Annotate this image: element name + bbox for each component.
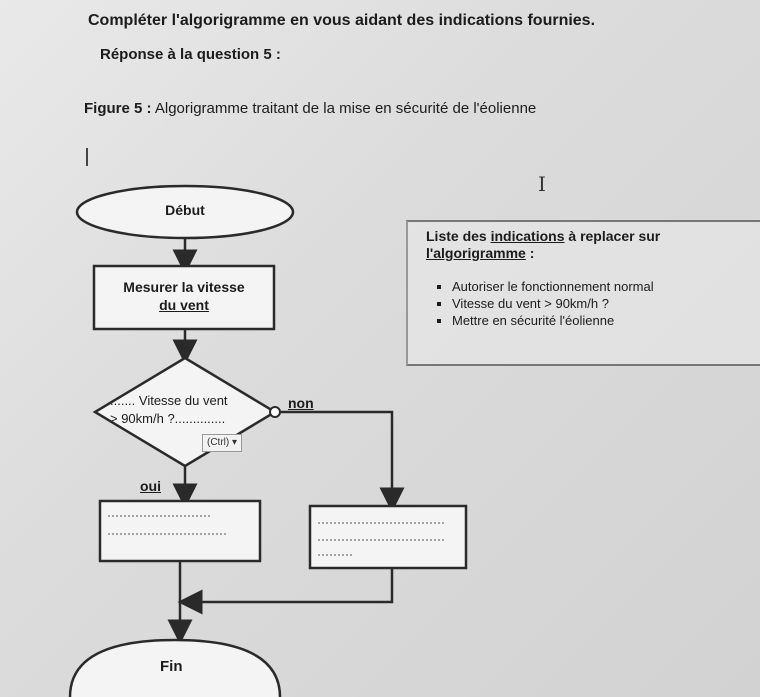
text-cursor-icon: I <box>538 172 546 196</box>
decision-label-line1: ....... Vitesse du vent <box>110 393 228 408</box>
instruction-text: Compléter l'algorigramme en vous aidant des indications fournies. <box>88 12 596 29</box>
legend-title-line2: l'algorigramme <box>426 245 526 261</box>
arrow-no-branch <box>280 412 392 500</box>
process-label <box>96 278 272 314</box>
branch-yes-label: oui <box>140 478 161 494</box>
action-box-no <box>310 506 466 568</box>
decision-label <box>110 392 280 428</box>
legend-title-colon: : <box>525 245 535 261</box>
legend-title-underlined: indications <box>490 228 565 244</box>
indications-legend <box>406 220 760 366</box>
legend-title-part1: Liste des <box>426 228 491 244</box>
legend-title-part2: à replacer sur <box>564 228 661 244</box>
arrow-no-merge <box>190 568 392 602</box>
legend-item: ▪ Autoriser le fonctionnement normal <box>452 278 654 295</box>
end-label: Fin <box>160 658 183 675</box>
answer-label: Réponse à la question 5 : <box>100 46 281 63</box>
legend-list <box>436 278 654 329</box>
figure-caption-text: Algorigramme traitant de la mise en sécurité de l'éolienne <box>154 100 537 117</box>
decision-label-line2: > 90km/h ?.............. <box>110 411 226 426</box>
legend-item: ▪ Mettre en sécurité l'éolienne <box>452 312 654 329</box>
legend-item: ▪ Vitesse du vent > 90km/h ? <box>452 295 654 312</box>
action-box-yes <box>100 501 260 561</box>
process-label-line1: Mesurer la vitesse <box>123 279 245 295</box>
paste-options-button[interactable]: (Ctrl) ▾ <box>202 434 242 452</box>
start-label: Début <box>165 202 205 218</box>
process-label-line2: du vent <box>159 297 209 313</box>
branch-no-label: non <box>288 395 314 411</box>
legend-title <box>426 228 746 262</box>
figure-number: Figure 5 : <box>84 100 152 117</box>
